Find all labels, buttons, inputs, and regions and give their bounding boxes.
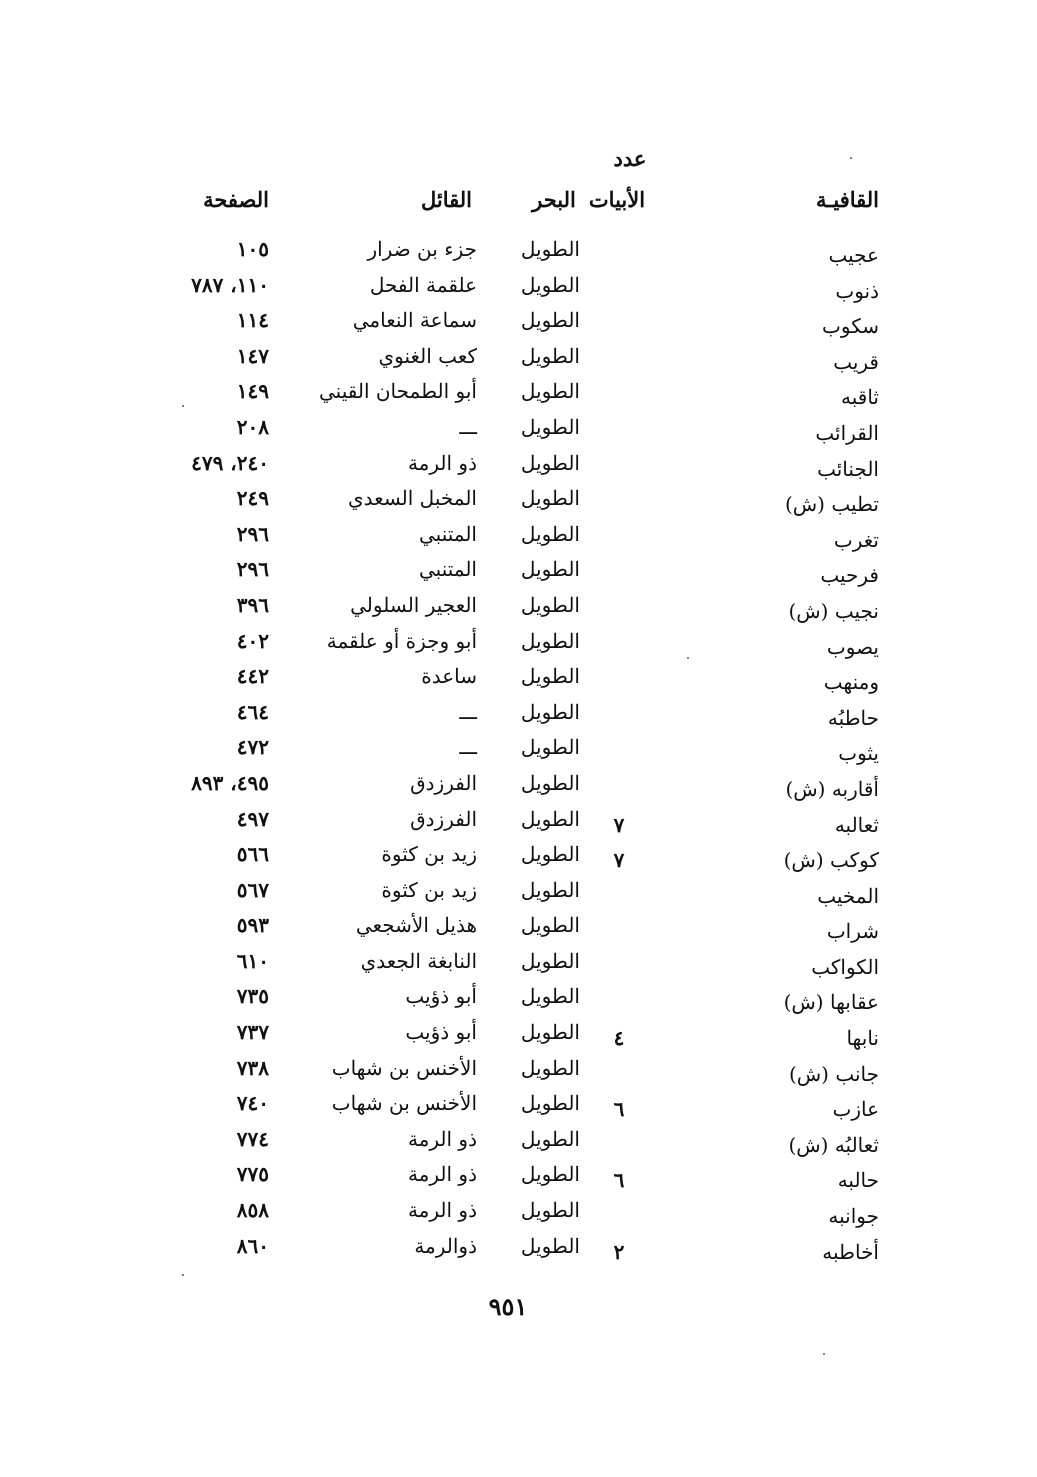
page-number: ٩٥١ <box>488 1292 528 1321</box>
meter-cell: الطويل <box>520 1126 580 1151</box>
table-row <box>0 1159 1037 1195</box>
meter-cell: الطويل <box>520 1233 580 1258</box>
header-bahr: البحر <box>532 187 576 212</box>
table-row <box>0 483 1037 519</box>
scan-speck <box>687 657 689 659</box>
page-ref-cell: ٤٧٢ <box>236 735 269 760</box>
poet-cell: ـــ <box>459 414 477 439</box>
rhyme-cell: جوانبه <box>828 1204 879 1229</box>
table-row <box>0 661 1037 697</box>
rhyme-cell: نابها <box>846 1026 879 1051</box>
meter-cell: الطويل <box>520 806 580 831</box>
meter-cell: الطويل <box>520 735 580 760</box>
table-row <box>0 1017 1037 1053</box>
table-row <box>0 1053 1037 1089</box>
poet-cell: المتنبي <box>419 557 477 582</box>
meter-cell: الطويل <box>520 984 580 1009</box>
page-ref-cell: ٧٣٨ <box>236 1055 269 1080</box>
rhyme-cell: ثعالبُه (ش) <box>788 1132 879 1157</box>
rhyme-cell: يثوب <box>838 741 879 766</box>
meter-cell: الطويل <box>520 379 580 404</box>
verse-count-cell: ٦ <box>613 1097 625 1122</box>
meter-cell: الطويل <box>520 450 580 475</box>
page-ref-cell: ٣٩٦ <box>236 592 269 617</box>
table-row <box>0 234 1037 270</box>
meter-cell: الطويل <box>520 521 580 546</box>
meter-cell: الطويل <box>520 414 580 439</box>
table-row <box>0 448 1037 484</box>
meter-cell: الطويل <box>520 664 580 689</box>
page-ref-cell: ٤٩٥، ٨٩٣ <box>191 770 269 795</box>
poet-cell: سماعة النعامي <box>352 308 477 333</box>
poet-cell: العجير السلولي <box>350 592 477 617</box>
rhyme-cell: ذنوب <box>835 278 879 303</box>
poet-cell: هذيل الأشجعي <box>355 913 477 938</box>
poet-cell: الأخنس بن شهاب <box>331 1091 477 1116</box>
meter-cell: الطويل <box>520 237 580 261</box>
rhyme-cell: القرائب <box>815 420 879 445</box>
page-ref-cell: ٢٩٦ <box>236 557 269 582</box>
page-ref-cell: ٧٧٤ <box>236 1126 269 1151</box>
rhyme-cell: سكوب <box>822 314 879 339</box>
poet-cell: المتنبي <box>419 521 477 546</box>
page-ref-cell: ١٤٧ <box>236 343 269 368</box>
meter-cell: الطويل <box>520 343 580 368</box>
meter-cell: الطويل <box>520 557 580 582</box>
verse-count-cell: ٦ <box>613 1168 625 1193</box>
rhyme-cell: كوكب (ش) <box>783 848 879 873</box>
poet-cell: أبو الطمحان القيني <box>319 379 477 404</box>
table-row <box>0 1231 1037 1267</box>
meter-cell: الطويل <box>520 770 580 795</box>
page-ref-cell: ٢٤٠، ٤٧٩ <box>191 450 269 475</box>
poet-cell: ذو الرمة <box>407 1126 477 1151</box>
page-ref-cell: ٤٩٧ <box>236 806 269 831</box>
poet-cell: ـــ <box>459 735 477 760</box>
rhyme-cell: ثاقبه <box>841 385 879 410</box>
table-row <box>0 519 1037 555</box>
meter-cell: الطويل <box>520 913 580 938</box>
rhyme-cell: جانب (ش) <box>788 1061 879 1086</box>
poet-cell: الأخنس بن شهاب <box>331 1055 477 1080</box>
table-row <box>0 875 1037 911</box>
rhyme-cell: حاطبُه <box>827 705 879 730</box>
meter-cell: الطويل <box>520 699 580 724</box>
poet-cell: ذو الرمة <box>407 1198 477 1223</box>
header-qafiya: القافيـة <box>815 187 879 212</box>
table-row <box>0 1088 1037 1124</box>
poet-cell: كعب الغنوي <box>378 343 477 368</box>
table-row <box>0 341 1037 377</box>
rhyme-cell: فرحيب <box>820 563 879 588</box>
page-ref-cell: ١٠٥ <box>236 237 269 261</box>
page-ref-cell: ٢٤٩ <box>236 486 269 511</box>
rhyme-cell: عجيب <box>828 243 879 267</box>
table-row <box>0 305 1037 341</box>
scan-speck <box>182 405 184 407</box>
meter-cell: الطويل <box>520 948 580 973</box>
rhyme-cell: تغرب <box>833 527 879 552</box>
poet-cell: علقمة الفحل <box>369 272 477 297</box>
table-row <box>0 626 1037 662</box>
meter-cell: الطويل <box>520 1055 580 1080</box>
rhyme-cell: المخيب <box>817 883 879 908</box>
scan-speck <box>850 157 852 159</box>
poet-cell: الفرزدق <box>410 770 477 795</box>
page-ref-cell: ٧٧٥ <box>236 1162 269 1187</box>
poet-cell: ساعدة <box>421 664 477 689</box>
rhyme-cell: ثعالبه <box>834 812 879 837</box>
page-ref-cell: ١٤٩ <box>236 379 269 404</box>
header-safha: الصفحة <box>203 187 269 212</box>
poet-cell: أبو ذؤيب <box>405 984 477 1009</box>
verse-count-cell: ٧ <box>613 812 625 837</box>
meter-cell: الطويل <box>520 1198 580 1223</box>
page-ref-cell: ٨٥٨ <box>236 1198 269 1223</box>
rhyme-cell: عقابها (ش) <box>783 990 879 1015</box>
scan-speck <box>823 1353 825 1355</box>
rhyme-cell: عازب <box>832 1097 879 1122</box>
poet-cell: المخبل السعدي <box>348 486 477 511</box>
poet-cell: أبو ذؤيب <box>405 1020 477 1045</box>
table-row <box>0 1124 1037 1160</box>
poet-cell: ذو الرمة <box>407 1162 477 1187</box>
table-row <box>0 768 1037 804</box>
meter-cell: الطويل <box>520 842 580 867</box>
meter-cell: الطويل <box>520 272 580 297</box>
verse-count-cell: ٧ <box>613 848 625 873</box>
header-abyat: الأبيات <box>588 187 646 212</box>
page-ref-cell: ٥٦٧ <box>236 877 269 902</box>
page-ref-cell: ٥٦٦ <box>236 842 269 867</box>
meter-cell: الطويل <box>520 308 580 333</box>
rhyme-cell: تطيب (ش) <box>784 492 879 517</box>
meter-cell: الطويل <box>520 1020 580 1045</box>
rhyme-cell: الجنائب <box>817 456 879 481</box>
poet-cell: النابغة الجعدي <box>360 948 477 973</box>
rhyme-cell: حالبه <box>837 1168 879 1193</box>
rhyme-cell: أخاطبه <box>822 1239 879 1264</box>
poet-cell: الفرزدق <box>410 806 477 831</box>
table-row <box>0 554 1037 590</box>
page-ref-cell: ٢٠٨ <box>236 414 269 439</box>
page-ref-cell: ٧٤٠ <box>236 1091 269 1116</box>
poet-cell: ذوالرمة <box>414 1233 477 1258</box>
table-row <box>0 804 1037 840</box>
poet-cell: ـــ <box>459 699 477 724</box>
table-row <box>0 412 1037 448</box>
page-ref-cell: ٧٣٧ <box>236 1020 269 1045</box>
header-count-label: عدد <box>613 146 647 171</box>
meter-cell: الطويل <box>520 628 580 653</box>
page-ref-cell: ١١٠، ٧٨٧ <box>191 272 269 297</box>
page-ref-cell: ٢٩٦ <box>236 521 269 546</box>
table-row <box>0 270 1037 306</box>
table-row <box>0 839 1037 875</box>
table-row <box>0 697 1037 733</box>
header-qail: القائل <box>420 187 472 212</box>
page-ref-cell: ٨٦٠ <box>236 1233 269 1258</box>
rhyme-cell: الكواكب <box>811 954 879 979</box>
table-row <box>0 981 1037 1017</box>
meter-cell: الطويل <box>520 486 580 511</box>
meter-cell: الطويل <box>520 877 580 902</box>
poet-cell: أبو وجزة أو علقمة <box>326 628 477 653</box>
table-row <box>0 946 1037 982</box>
page-ref-cell: ٤٠٢ <box>236 628 269 653</box>
rhyme-cell: أقاربه (ش) <box>785 776 879 801</box>
verse-count-cell: ٢ <box>613 1239 625 1264</box>
scan-speck <box>182 1274 184 1276</box>
meter-cell: الطويل <box>520 1162 580 1187</box>
page-ref-cell: ١١٤ <box>236 308 269 333</box>
meter-cell: الطويل <box>520 592 580 617</box>
index-table <box>0 234 1037 1266</box>
poet-cell: جزء بن ضرار <box>367 237 477 261</box>
table-row <box>0 590 1037 626</box>
rhyme-cell: ومنهب <box>823 670 879 695</box>
rhyme-cell: نجيب (ش) <box>788 598 879 623</box>
poet-cell: زيد بن كثوة <box>381 842 477 867</box>
table-row <box>0 732 1037 768</box>
table-row <box>0 910 1037 946</box>
rhyme-cell: يصوب <box>826 634 879 659</box>
rhyme-cell: شراب <box>826 919 879 944</box>
page-ref-cell: ٧٣٥ <box>236 984 269 1009</box>
page-ref-cell: ٥٩٣ <box>236 913 269 938</box>
rhyme-cell: قريب <box>833 349 879 374</box>
poet-cell: ذو الرمة <box>407 450 477 475</box>
page-ref-cell: ٤٦٤ <box>236 699 269 724</box>
verse-count-cell: ٤ <box>613 1026 625 1051</box>
page-ref-cell: ٦١٠ <box>236 948 269 973</box>
table-row <box>0 376 1037 412</box>
page-ref-cell: ٤٤٢ <box>236 664 269 689</box>
poet-cell: زيد بن كثوة <box>381 877 477 902</box>
table-row <box>0 1195 1037 1231</box>
meter-cell: الطويل <box>520 1091 580 1116</box>
